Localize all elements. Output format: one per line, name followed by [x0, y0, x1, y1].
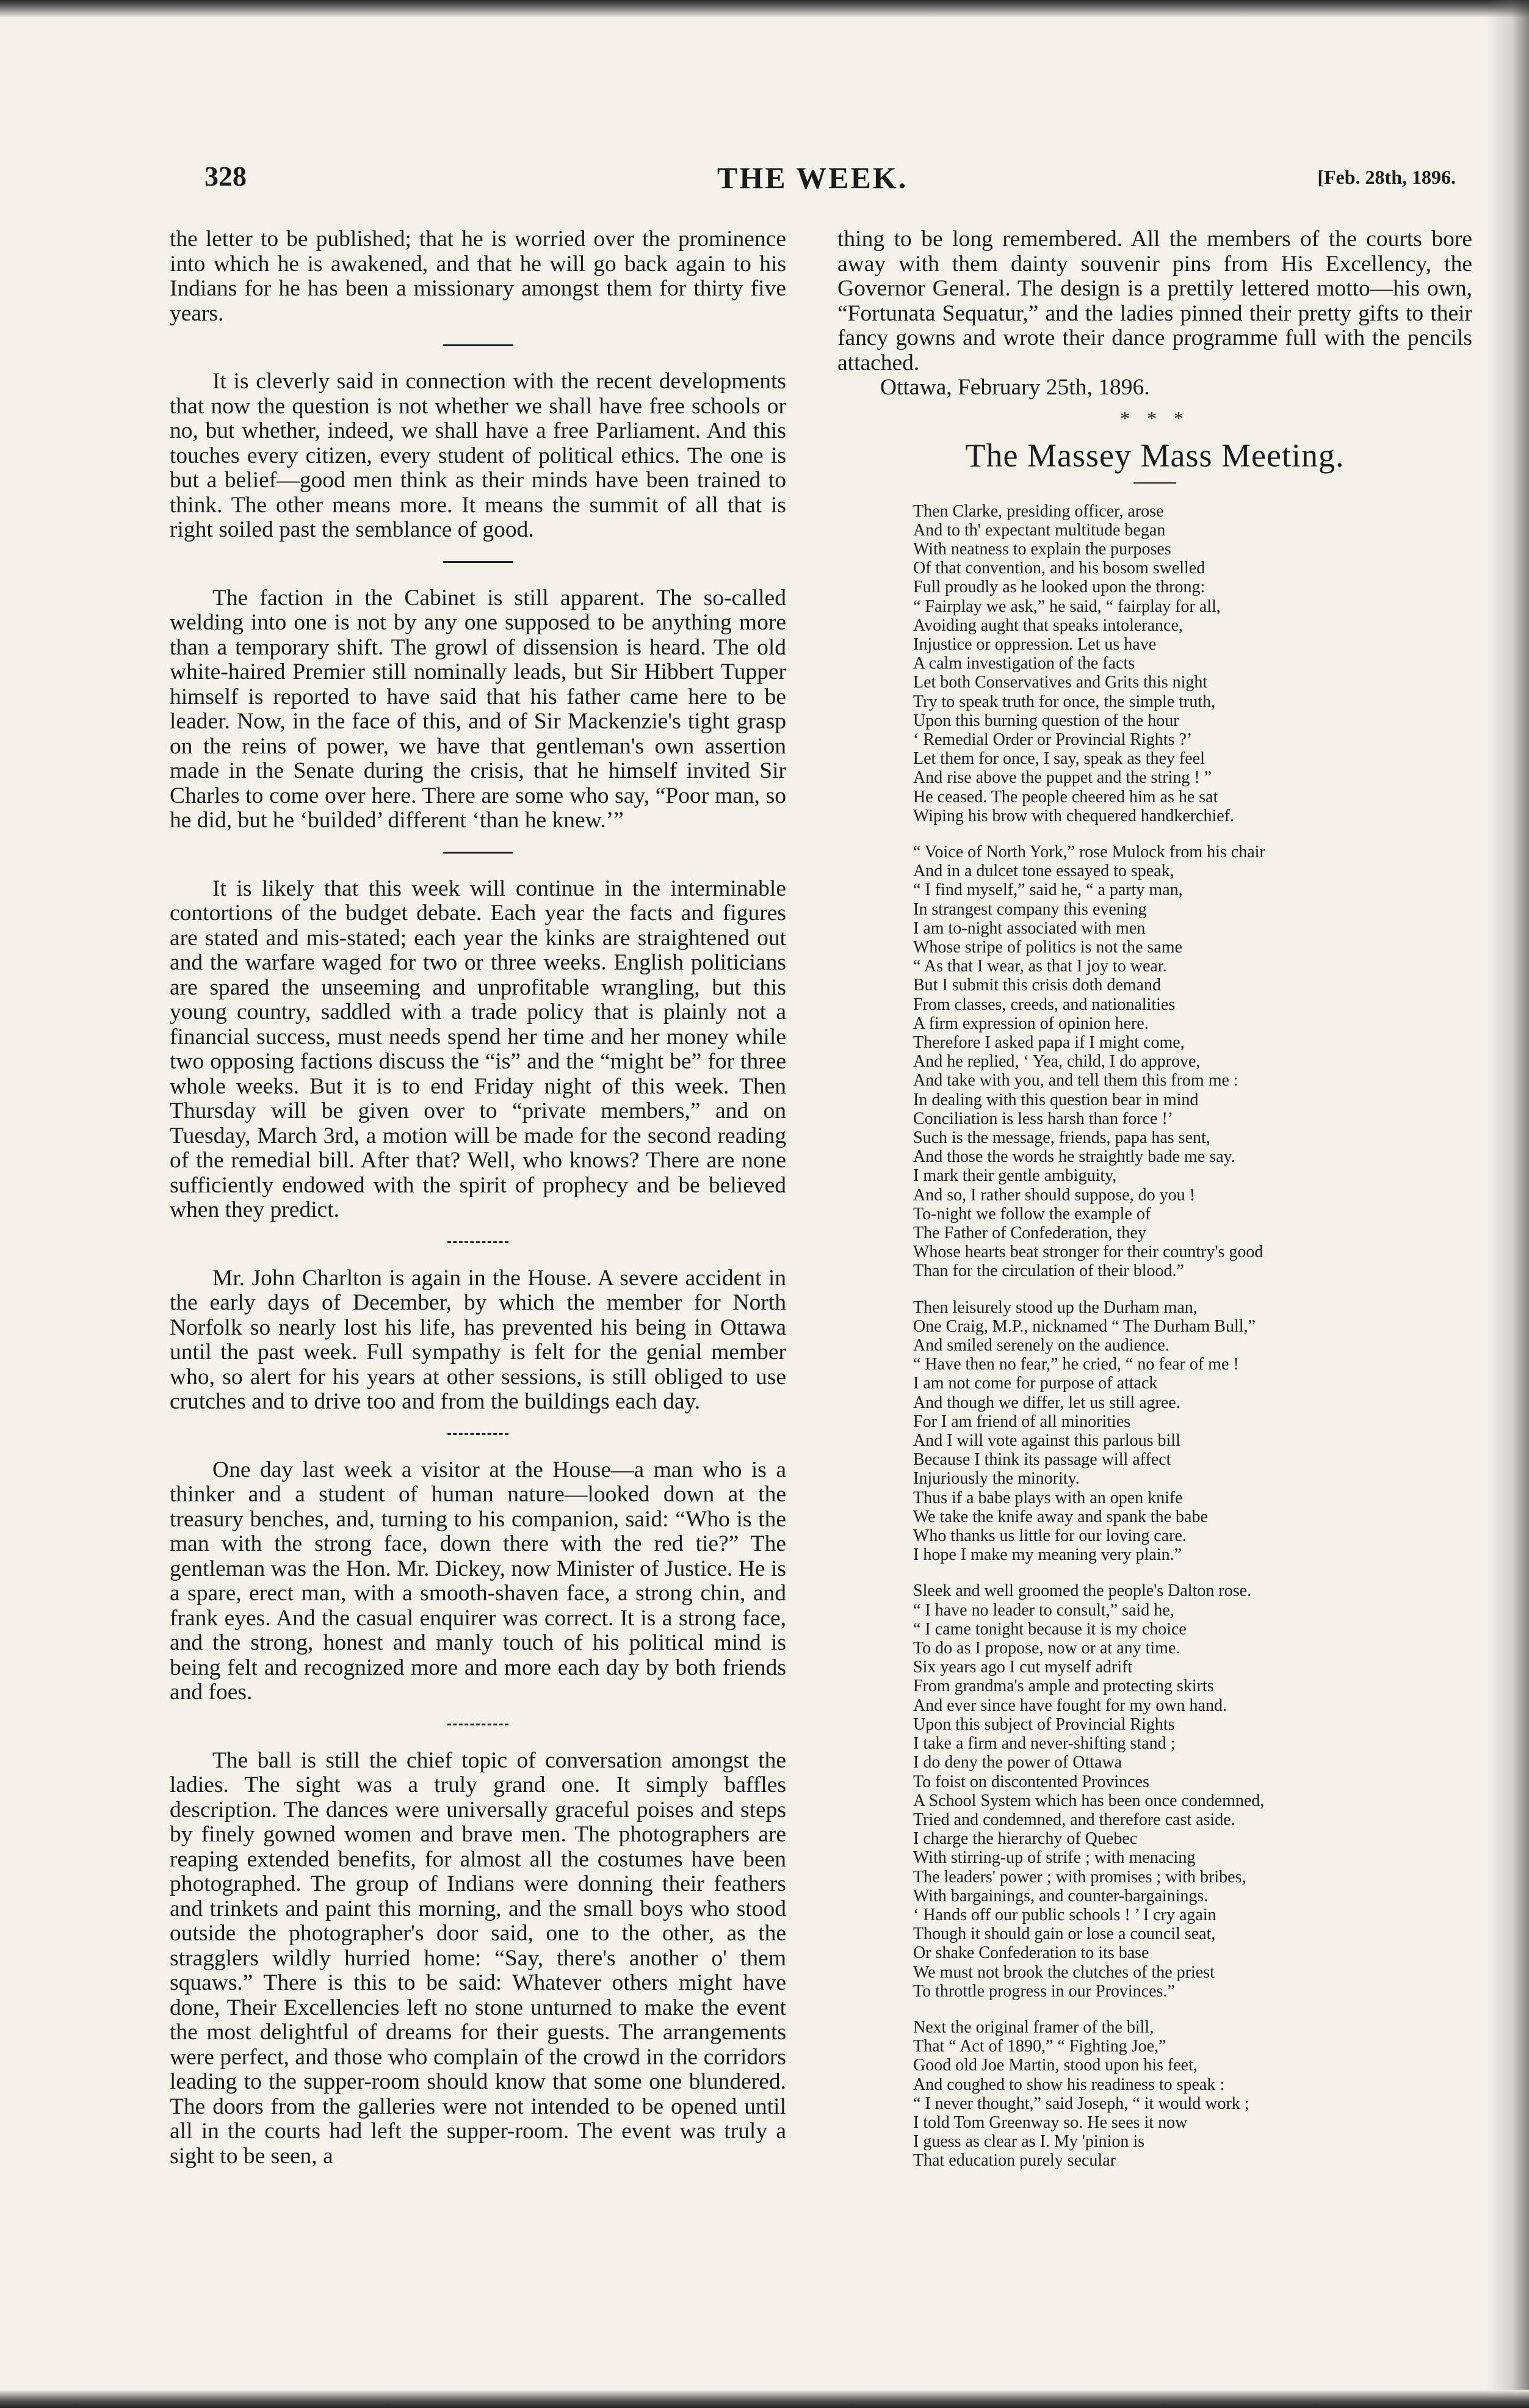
scan-top-edge — [0, 0, 1529, 17]
poem-line: I guess as clear as I. My 'pinion is — [913, 2132, 1145, 2152]
poem-line: With bargainings, and counter-bargainings. — [913, 1886, 1209, 1906]
poem-line: Thus if a babe plays with an open knife — [913, 1488, 1183, 1507]
section-rule — [443, 852, 513, 854]
article-paragraph: Mr. John Charlton is again in the House. A severe accident in the early days of December, by which the member for North Norfolk so nearly lost his life, has prevented his being in Ottawa until the past week. Full sympathy is felt for the genial member who, so alert for his years at other sessions, is still obliged to use crutches and to drive too and from the buildings each day. — [170, 1265, 786, 1414]
poem-line: “ I never thought,” said Joseph, “ it would work ; — [913, 2094, 1249, 2113]
masthead-title: THE WEEK. — [717, 161, 908, 195]
poem-line: ‘ Hands off our public schools ! ’ I cry again — [913, 1905, 1216, 1924]
article-paragraph: The ball is still the chief topic of conversation amongst the ladies. The sight was a truly grand one. It simply baffles description. The dances were universally graceful poises and steps by finely gowned women and brave men. The photographers are reaping extended benefits, for almost all the costumes have been photographed. The group of Indians were donning their feathers and trinkets and paint this morning, and the small boys who stood outside the photographer's door said, one to the other, as the stragglers wildly hurried home: “Say, there's another o' them squaws.” There is this to be said: Whatever others might have done, Their Excellencies left no stone unturned to make the event the most delightful of dreams for their guests. The arrangements were perfect, and those who complain of the crowd in the corridors leading to the supper-room should know that some one blundered. The doors from the galleries were not intended to be opened until all in the courts had left the supper-room. The event was truly a sight to be seen, a — [170, 1747, 786, 2169]
poem-line: Of that convention, and his bosom swelled — [913, 559, 1205, 578]
poem-line: With stirring-up of strife ; with menacing — [913, 1848, 1196, 1868]
poem-line: To foist on discontented Provinces — [913, 1772, 1149, 1791]
section-rule — [1133, 482, 1176, 484]
poem-line: Than for the circulation of their blood.” — [913, 1261, 1184, 1281]
poem-line: For I am friend of all minorities — [913, 1412, 1131, 1431]
poem-line: The leaders' power ; with promises ; with bribes, — [913, 1867, 1246, 1887]
poem-line: Sleek and well groomed the people's Dalton rose. — [913, 1581, 1252, 1601]
poem-line: Wiping his brow with chequered handkerchief. — [913, 806, 1235, 825]
poem-line: “ Have then no fear,” he cried, “ no fear of me ! — [913, 1355, 1239, 1374]
poem-line: Whose stripe of politics is not the same — [913, 937, 1182, 957]
page-number: 328 — [204, 161, 247, 192]
issue-date: [Feb. 28th, 1896. — [1317, 166, 1456, 188]
poem-line: ‘ Remedial Order or Provincial Rights ?’ — [913, 730, 1193, 749]
left-column — [170, 227, 786, 2169]
poem-line: And rise above the puppet and the string ! ” — [913, 768, 1212, 788]
asterism-divider: * * * — [1120, 407, 1190, 429]
poem-line: “ I have no leader to consult,” said he, — [913, 1600, 1174, 1620]
section-rule — [447, 1433, 508, 1435]
poem-line: “ Fairplay we ask,” he said, “ fairplay for all, — [913, 597, 1221, 616]
article-paragraph: It is likely that this week will continue in the interminable contortions of the budget debate. Each year the facts and figures are stated and mis-stated; each year the kinks are straightened out and the warfare waged for two or three weeks. English politicians are spared the unseeming and unprofitable wrangling, but this young country, saddled with a trade policy that is plainly not a financial success, must needs spend her time and her money while two opposing factions discuss the “is” and the “might be” for three whole weeks. But it is to end Friday night of this week. Then Thursday will be given over to “private members,” and on Tuesday, March 3rd, a motion will be made for the second reading of the remedial bill. After that? Well, who knows? There are none sufficiently endowed with the spirit of prophecy and be believed when they predict. — [170, 876, 786, 1222]
poem-line: And those the words he straightly bade me say. — [913, 1147, 1235, 1167]
poem-line: Though it should gain or lose a council seat, — [913, 1924, 1216, 1944]
poem-line: Then Clarke, presiding officer, arose — [913, 501, 1164, 521]
section-rule — [447, 1724, 508, 1725]
poem-line: We must not brook the clutches of the priest — [913, 1962, 1215, 1982]
poem-line: Who thanks us little for our loving care. — [913, 1526, 1187, 1546]
section-rule — [447, 1241, 508, 1243]
poem-line: To do as I propose, now or at any time. — [913, 1639, 1180, 1658]
poem-line: “ I came tonight because it is my choice — [913, 1619, 1187, 1639]
poem-stanza — [913, 843, 1472, 1281]
poem-line: That education purely secular — [913, 2151, 1116, 2170]
right-column — [837, 227, 1472, 2188]
article-paragraph: thing to be long remembered. All the members of the courts bore away with them dainty souvenir pins from His Excellency, the Governor General. The design is a prettily lettered motto—his own, “Fortunata Sequatur,” and the ladies pinned their pretty gifts to their fancy gowns and wrote their dance programme full with the pencils attached. — [837, 227, 1472, 375]
poem-line: Let both Conservatives and Grits this night — [913, 673, 1208, 692]
poem-line: He ceased. The people cheered him as he sat — [913, 787, 1218, 807]
poem-line: With neatness to explain the purposes — [913, 539, 1171, 559]
poem-line: To throttle progress in our Provinces.” — [913, 1981, 1175, 2001]
poem-line: And take with you, and tell them this from me : — [913, 1071, 1238, 1090]
poem-stanza — [913, 1298, 1472, 1565]
poem-line: I am not come for purpose of attack — [913, 1374, 1158, 1393]
poem-body — [913, 502, 1472, 2170]
poem-line: The Father of Confederation, they — [913, 1224, 1146, 1243]
poem-line: Avoiding aught that speaks intolerance, — [913, 615, 1183, 635]
poem-line: “ Voice of North York,” rose Mulock from his chair — [913, 842, 1265, 861]
poem-line: Conciliation is less harsh than force !’ — [913, 1109, 1174, 1128]
poem-line: That “ Act of 1890,” “ Fighting Joe,” — [913, 2037, 1166, 2056]
poem-line: Because I think its passage will affect — [913, 1450, 1171, 1470]
poem-line: Or shake Confederation to its base — [913, 1943, 1149, 1963]
poem-line: I told Tom Greenway so. He sees it now — [913, 2112, 1188, 2132]
section-rule — [443, 561, 513, 563]
poem-line: From classes, creeds, and nationalities — [913, 995, 1176, 1014]
poem-line: Then leisurely stood up the Durham man, — [913, 1297, 1198, 1317]
poem-line: And though we differ, let us still agree. — [913, 1393, 1180, 1412]
poem-line: And coughed to show his readiness to speak : — [913, 2075, 1225, 2094]
poem-line: “ As that I wear, as that I joy to wear. — [913, 957, 1167, 976]
poem-line: And ever since have fought for my own hand. — [913, 1695, 1227, 1715]
poem-line: I charge the hierarchy of Quebec — [913, 1829, 1138, 1849]
poem-title: The Massey Mass Meeting. — [965, 437, 1345, 474]
poem-line: Injustice or oppression. Let us have — [913, 634, 1157, 654]
poem-line: I hope I make my meaning very plain.” — [913, 1545, 1182, 1565]
poem-line: Therefore I asked papa if I might come, — [913, 1032, 1185, 1052]
poem-stanza — [913, 2018, 1472, 2170]
poem-line: To-night we follow the example of — [913, 1204, 1151, 1224]
poem-line: I mark their gentle ambiguity, — [913, 1166, 1117, 1186]
poem-line: I am to-night associated with men — [913, 918, 1146, 938]
poem-line: Try to speak truth for once, the simple truth, — [913, 692, 1216, 711]
poem-line: One Craig, M.P., nicknamed “ The Durham Bull,” — [913, 1316, 1256, 1336]
poem-line: Tried and condemned, and therefore cast aside. — [913, 1810, 1235, 1829]
scan-right-edge — [1486, 0, 1529, 2408]
poem-line: In strangest company this evening — [913, 899, 1147, 919]
article-dateline: Ottawa, February 25th, 1896. — [880, 375, 1150, 400]
poem-line: And I will vote against this parlous bill — [913, 1431, 1180, 1451]
poem-line: I take a firm and never-shifting stand ; — [913, 1734, 1176, 1753]
article-paragraph: The faction in the Cabinet is still apparent. The so-called welding into one is not by any one supposed to be anything more than a temporary shift. The growl of dissension is heard. The old white-haired Premier still nominally leads, but Sir Hibbert Tupper himself is reported to have said that his father came here to be leader. Now, in the face of this, and of Sir Mackenzie's tight grasp on the reins of power, we have that gentleman's own assertion made in the Senate during the crisis, that he himself invited Sir Charles to come over here. There are some who say, “Poor man, so he did, but he ‘builded’ different ‘than he knew.’” — [170, 585, 786, 833]
article-paragraph: It is cleverly said in connection with the recent developments that now the question is not whether we shall have free schools or no, but whether, indeed, we shall have a free Parliament. And this touches every citizen, every student of political ethics. The one is but a belief—good men think as their minds have been trained to think. The other means more. It means the summit of all that is right soiled past the semblance of good. — [170, 369, 786, 542]
poem-line: Full proudly as he looked upon the throng: — [913, 578, 1205, 597]
poem-line: And he replied, ‘ Yea, child, I do approve, — [913, 1052, 1201, 1072]
poem-stanza — [913, 502, 1472, 825]
poem-line: And in a dulcet tone essayed to speak, — [913, 861, 1174, 881]
poem-line: Such is the message, friends, papa has sent, — [913, 1128, 1210, 1147]
poem-line: Whose hearts beat stronger for their country's good — [913, 1242, 1263, 1262]
scan-bottom-edge — [0, 2390, 1529, 2408]
poem-stanza — [913, 1581, 1472, 2000]
poem-line: Six years ago I cut myself adrift — [913, 1658, 1133, 1677]
poem-line: Next the original framer of the bill, — [913, 2017, 1154, 2037]
poem-line: From grandma's ample and protecting skirts — [913, 1677, 1214, 1696]
poem-line: Upon this burning question of the hour — [913, 711, 1179, 730]
poem-line: A firm expression of opinion here. — [913, 1014, 1149, 1033]
poem-line: And so, I rather should suppose, do you ! — [913, 1185, 1195, 1205]
poem-line: Let them for once, I say, speak as they feel — [913, 749, 1205, 769]
poem-line: In dealing with this question bear in mind — [913, 1090, 1199, 1109]
article-paragraph: the letter to be published; that he is worried over the prominence into which he is awakened, and that he will go back again to his Indians for he has been a missionary amongst them for thirty five years. — [170, 227, 786, 326]
poem-line: Good old Joe Martin, stood upon his feet, — [913, 2056, 1198, 2075]
article-paragraph: One day last week a visitor at the House—a man who is a thinker and a student of human nature—looked down at the treasury benches, and, turning to his companion, said: “Who is the man with the strong face, down there with the red tie?” The gentleman was the Hon. Mr. Dickey, now Minister of Justice. He is a spare, erect man, with a smooth-shaven face, a strong chin, and frank eyes. And the casual enquirer was correct. It is a strong face, and the strong, honest and manly touch of his political mind is being felt and recognized more and more each day by both friends and foes. — [170, 1457, 786, 1705]
poem-line: Injuriously the minority. — [913, 1469, 1080, 1489]
section-rule — [443, 344, 513, 346]
poem-line: And to th' expectant multitude began — [913, 520, 1166, 540]
poem-line: I do deny the power of Ottawa — [913, 1753, 1122, 1772]
poem-line: “ I find myself,” said he, “ a party man, — [913, 880, 1183, 900]
poem-line: A School System which has been once condemned, — [913, 1791, 1265, 1810]
page-header — [204, 160, 1456, 209]
poem-line: A calm investigation of the facts — [913, 654, 1135, 673]
poem-line: We take the knife away and spank the babe — [913, 1507, 1208, 1526]
poem-line: But I submit this crisis doth demand — [913, 976, 1161, 995]
poem-line: And smiled serenely on the audience. — [913, 1336, 1169, 1355]
poem-line: Upon this subject of Provincial Rights — [913, 1714, 1175, 1734]
